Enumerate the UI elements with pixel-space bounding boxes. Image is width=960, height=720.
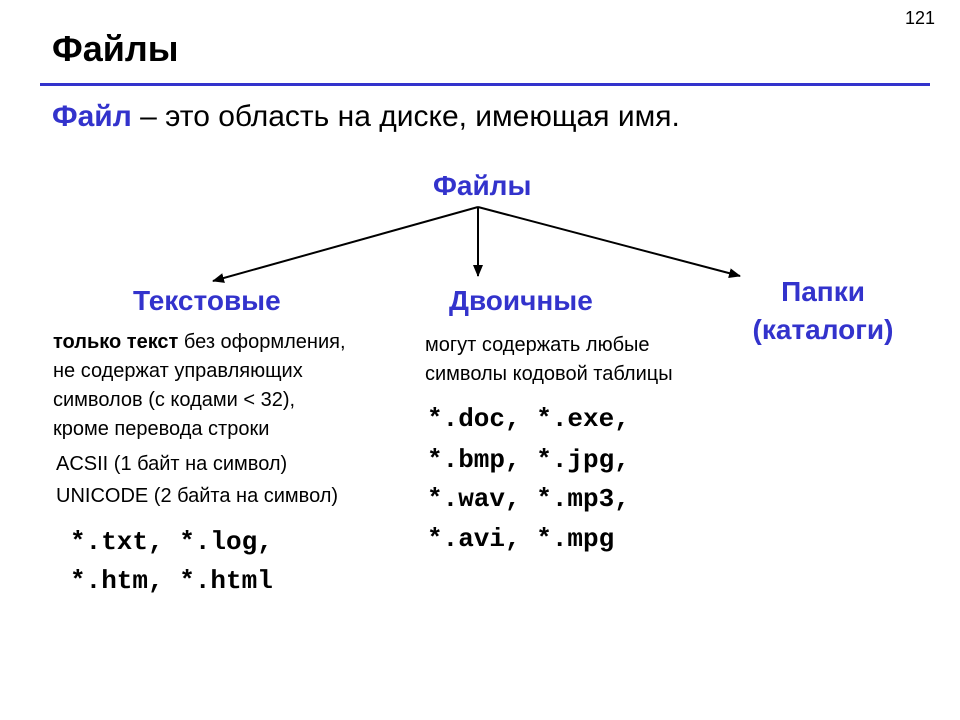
definition-term: Файл <box>52 100 132 133</box>
text-files-heading: Текстовые <box>133 285 281 316</box>
arrow-to-text-files <box>213 207 478 281</box>
text-files-description-rest: без оформления, <box>178 331 346 353</box>
text-extension-line: *.htm, *.html <box>70 566 273 596</box>
binary-files-description <box>425 331 673 389</box>
folders-heading-line2: (каталоги) <box>752 314 894 345</box>
text-extension-line: *.txt, *.log, <box>70 527 273 557</box>
folders-heading <box>718 273 928 349</box>
text-files-description <box>53 328 346 444</box>
folders-heading-line1: Папки <box>781 276 865 307</box>
encoding-unicode: UNICODE (2 байта на символ) <box>56 485 339 507</box>
binary-files-heading: Двоичные <box>449 285 593 316</box>
binary-extension-line: *.wav, *.mp3, <box>427 484 630 514</box>
definition-text: – это область на диске, имеющая имя. <box>131 100 680 133</box>
binary-files-description-line: символы кодовой таблицы <box>425 363 673 385</box>
text-files-description-line: символов (с кодами < 32), <box>53 389 296 411</box>
encoding-ascii: ACSII (1 байт на символ) <box>56 453 288 475</box>
binary-extension-line: *.avi, *.mpg <box>427 524 615 554</box>
tree-root-label: Файлы <box>433 170 532 201</box>
text-files-description-line: не содержат управляющих <box>53 360 303 382</box>
text-files-description-bold: только текст <box>53 331 179 353</box>
binary-extension-line: *.doc, *.exe, <box>427 404 630 434</box>
text-files-description-line: кроме перевода строки <box>53 418 270 440</box>
page-title: Файлы <box>52 28 179 69</box>
slide-number: 121 <box>905 8 936 28</box>
binary-extension-line: *.bmp, *.jpg, <box>427 445 630 475</box>
arrow-to-folders <box>478 207 740 276</box>
binary-files-description-line: могут содержать любые <box>425 334 650 356</box>
